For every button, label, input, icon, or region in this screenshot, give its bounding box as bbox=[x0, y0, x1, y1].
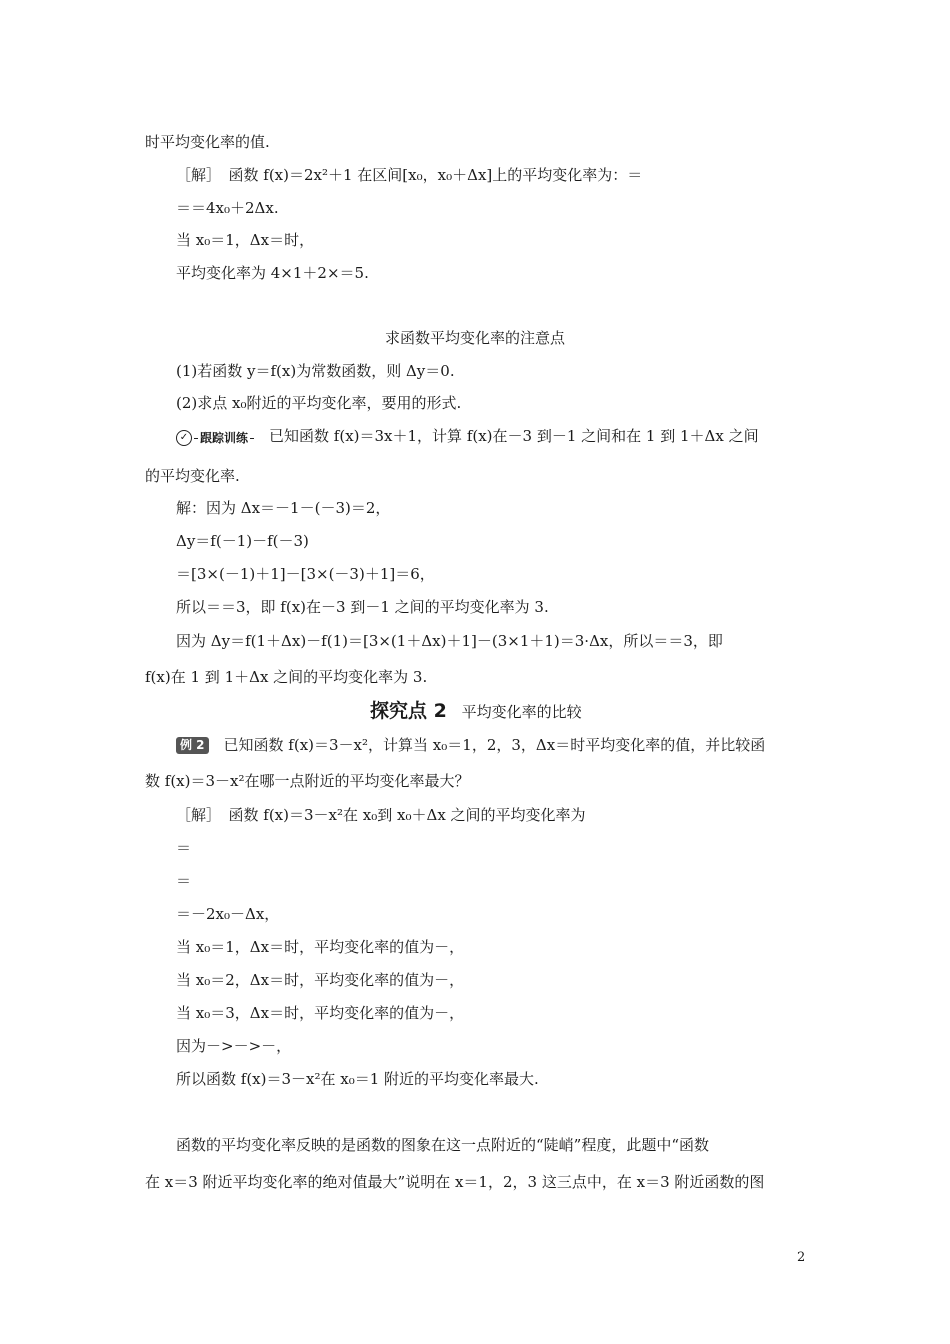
solution-line: 当 x₀＝2，Δx＝时，平均变化率的值为－， bbox=[176, 971, 465, 989]
solution-line: 当 x₀＝1，Δx＝时， bbox=[176, 231, 315, 249]
solution-line: Δy＝f(－1)－f(－3) bbox=[176, 532, 309, 550]
solution-line: 当 x₀＝3，Δx＝时，平均变化率的值为－， bbox=[176, 1004, 465, 1022]
solution-line: 因为－>－>－， bbox=[176, 1037, 292, 1055]
question-text: 已知函数 f(x)＝3x＋1，计算 f(x)在－3 到－1 之间和在 1 到 1＋Δx 之间 bbox=[254, 427, 759, 445]
solution-line: ＝＝4x₀＋2Δx. bbox=[176, 199, 279, 217]
track-training-question bbox=[176, 426, 759, 448]
example-question bbox=[176, 735, 765, 755]
track-training-badge bbox=[176, 428, 254, 448]
solution-line: ［解］ 函数 f(x)＝2x²＋1 在区间[x₀，x₀＋Δx]上的平均变化率为：＝ bbox=[176, 166, 643, 184]
note-item: (2)求点 x₀附近的平均变化率，要用的形式. bbox=[176, 394, 462, 412]
solution-line: ＝[3×(－1)＋1]－[3×(－3)＋1]＝6， bbox=[176, 565, 435, 583]
question-text: 已知函数 f(x)＝3－x²，计算当 x₀＝1，2，3，Δx＝时平均变化率的值，并比较函 bbox=[208, 736, 766, 754]
text-line: 时平均变化率的值. bbox=[145, 133, 270, 151]
paragraph-line: 在 x＝3 附近平均变化率的绝对值最大”说明在 x＝1，2，3 这三点中，在 x＝3 附近函数的图 bbox=[145, 1173, 765, 1191]
section-heading bbox=[370, 701, 582, 722]
solution-line: f(x)在 1 到 1＋Δx 之间的平均变化率为 3. bbox=[145, 668, 428, 686]
note-item: (1)若函数 y＝f(x)为常数函数，则 Δy＝0. bbox=[176, 362, 455, 380]
solution-line: 平均变化率为 4×1＋2×＝5. bbox=[176, 264, 369, 282]
solution-line: ＝－2x₀－Δx， bbox=[176, 905, 280, 923]
check-icon: ✓ bbox=[176, 430, 192, 446]
section-number: 探究点 2 bbox=[370, 700, 447, 722]
track-training-label: 跟踪训练 bbox=[200, 431, 249, 445]
solution-line: 解：因为 Δx＝－1－(－3)＝2， bbox=[176, 499, 391, 517]
solution-line: ［解］ 函数 f(x)＝3－x²在 x₀到 x₀＋Δx 之间的平均变化率为 bbox=[176, 806, 586, 824]
page-number: 2 bbox=[797, 1250, 806, 1265]
solution-line: 因为 Δy＝f(1＋Δx)－f(1)＝[3×(1＋Δx)＋1]－(3×1＋1)＝3·Δx，所以＝＝3，即 bbox=[176, 632, 723, 650]
solution-line: 当 x₀＝1，Δx＝时，平均变化率的值为－， bbox=[176, 938, 465, 956]
solution-line: 所以＝＝3，即 f(x)在－3 到－1 之间的平均变化率为 3. bbox=[176, 598, 549, 616]
text-line: 的平均变化率. bbox=[145, 467, 240, 485]
text-line: 数 f(x)＝3－x²在哪一点附近的平均变化率最大？ bbox=[145, 772, 470, 790]
section-title: 平均变化率的比较 bbox=[461, 703, 582, 721]
solution-line: 所以函数 f(x)＝3－x²在 x₀＝1 附近的平均变化率最大. bbox=[176, 1070, 539, 1088]
paragraph-line: 函数的平均变化率反映的是函数的图象在这一点附近的“陡峭”程度，此题中“函数 bbox=[176, 1136, 710, 1154]
note-title: 求函数平均变化率的注意点 bbox=[384, 329, 565, 347]
solution-line: ＝ bbox=[176, 872, 192, 890]
solution-line: ＝ bbox=[176, 839, 192, 857]
example-badge: 例 2 bbox=[176, 737, 209, 754]
